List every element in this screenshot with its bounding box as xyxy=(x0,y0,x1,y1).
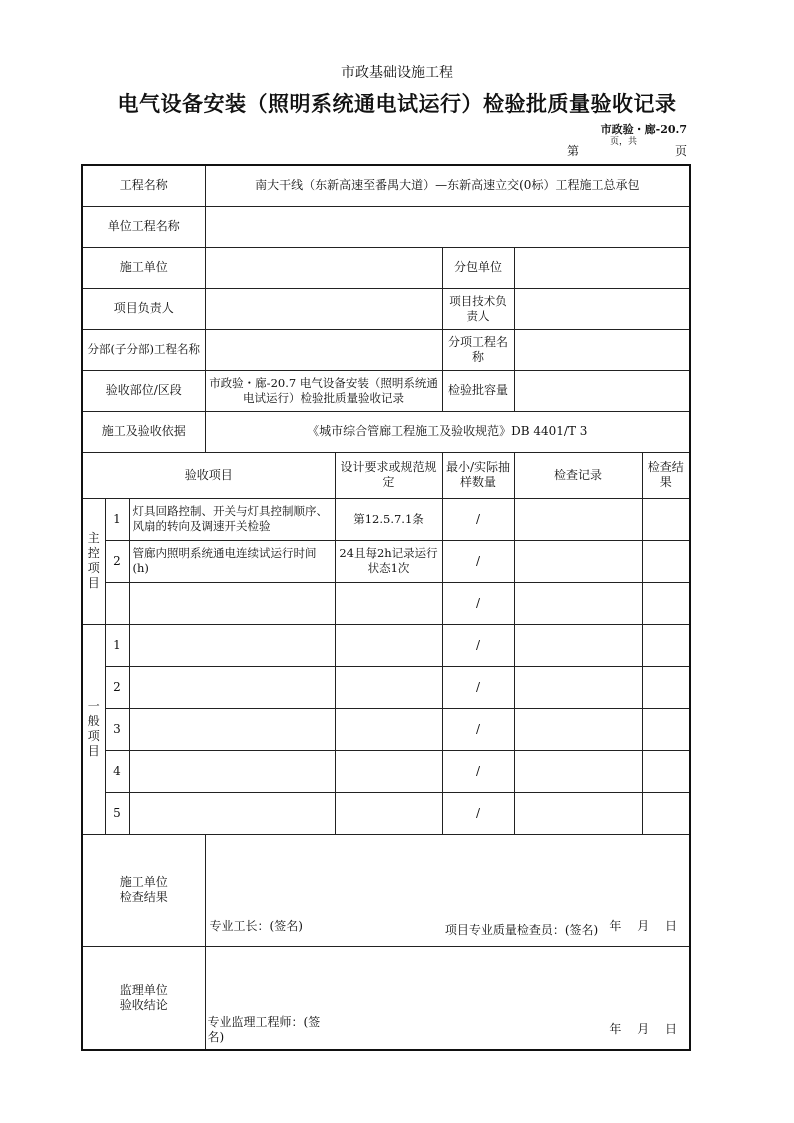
basis-label: 施工及验收依据 xyxy=(82,411,205,452)
header-design: 设计要求或规范规定 xyxy=(335,452,442,498)
general-item-record[interactable] xyxy=(514,750,642,792)
project-name-value[interactable]: 南大干线（东新高速至番禺大道）—东新高速立交(0标）工程施工总承包 xyxy=(205,165,690,206)
supervisor-engineer-signature[interactable]: 专业监理工程师：(签名) xyxy=(207,1015,321,1044)
unit-project-label: 单位工程名称 xyxy=(82,206,205,247)
general-item-design[interactable] xyxy=(335,708,442,750)
main-item-record[interactable] xyxy=(514,498,642,540)
general-item-record[interactable] xyxy=(514,792,642,834)
page-number-prefix: 第 xyxy=(567,144,580,158)
main-item-result[interactable] xyxy=(642,540,690,582)
general-item-desc[interactable] xyxy=(129,666,335,708)
general-item-no: 2 xyxy=(105,666,129,708)
tech-manager-value[interactable] xyxy=(514,288,690,329)
general-item-row xyxy=(82,792,690,834)
general-item-design[interactable] xyxy=(335,750,442,792)
row-basis xyxy=(82,411,690,452)
header-sample: 最小/实际抽样数量 xyxy=(442,452,514,498)
main-item-sample[interactable]: / xyxy=(442,498,514,540)
basis-value[interactable]: 《城市综合管廊工程施工及验收规范》DB 4401/T 3 xyxy=(205,411,690,452)
general-item-result[interactable] xyxy=(642,750,690,792)
sub-item-value[interactable] xyxy=(514,329,690,370)
main-item-record[interactable] xyxy=(514,582,642,624)
general-item-result[interactable] xyxy=(642,666,690,708)
row-contractor xyxy=(82,247,690,288)
header-record: 检查记录 xyxy=(514,452,642,498)
main-item-result[interactable] xyxy=(642,582,690,624)
general-item-design[interactable] xyxy=(335,666,442,708)
row-project-name xyxy=(82,165,690,206)
sub-division-label: 分部(子分部)工程名称 xyxy=(82,329,205,370)
unit-project-value[interactable] xyxy=(205,206,690,247)
general-item-sample[interactable]: / xyxy=(442,708,514,750)
project-name-label: 工程名称 xyxy=(82,165,205,206)
general-item-design[interactable] xyxy=(335,624,442,666)
row-supervisor-signoff xyxy=(82,946,690,1050)
form-code: 市政验・廊-20.7 xyxy=(600,123,687,136)
row-manager xyxy=(82,288,690,329)
page-number-suffix: 页 xyxy=(675,144,688,158)
general-item-record[interactable] xyxy=(514,666,642,708)
row-unit-project xyxy=(82,206,690,247)
main-item-no: 1 xyxy=(105,498,129,540)
main-item-design: 24且每2h记录运行状态1次 xyxy=(335,540,442,582)
general-item-no: 3 xyxy=(105,708,129,750)
contractor-check-label: 施工单位 检查结果 xyxy=(82,834,205,946)
qc-inspector-signature[interactable]: 项目专业质量检查员：(签名) xyxy=(444,922,599,937)
general-item-result[interactable] xyxy=(642,708,690,750)
main-item-desc: 管廊内照明系统通电连续试运行时间(h) xyxy=(129,540,335,582)
main-item-sample[interactable]: / xyxy=(442,582,514,624)
general-item-row xyxy=(82,750,690,792)
main-item-row xyxy=(82,540,690,582)
general-item-sample[interactable]: / xyxy=(442,666,514,708)
main-item-sample[interactable]: / xyxy=(442,540,514,582)
page-number-middle: 页，共 xyxy=(610,137,638,147)
location-value[interactable]: 市政验・廊-20.7 电气设备安装（照明系统通电试运行）检验批质量验收记录 xyxy=(205,370,442,411)
main-item-no: 2 xyxy=(105,540,129,582)
main-item-design: 第12.5.7.1条 xyxy=(335,498,442,540)
general-item-row xyxy=(82,666,690,708)
capacity-value[interactable] xyxy=(514,370,690,411)
contractor-check-area[interactable] xyxy=(205,834,690,946)
manager-label: 项目负责人 xyxy=(82,288,205,329)
contractor-label: 施工单位 xyxy=(82,247,205,288)
row-sub-division xyxy=(82,329,690,370)
general-item-sample[interactable]: / xyxy=(442,624,514,666)
foreman-signature[interactable]: 专业工长：(签名) xyxy=(209,918,303,933)
row-location xyxy=(82,370,690,411)
contractor-date[interactable]: 年 月 日 xyxy=(609,918,678,933)
general-item-record[interactable] xyxy=(514,708,642,750)
main-item-desc: 灯具回路控制、开关与灯具控制顺序、风扇的转向及调速开关检验 xyxy=(129,498,335,540)
capacity-label: 检验批容量 xyxy=(442,370,514,411)
tech-manager-label: 项目技术负责人 xyxy=(442,288,514,329)
sub-division-value[interactable] xyxy=(205,329,442,370)
sub-item-label: 分项工程名称 xyxy=(442,329,514,370)
general-item-record[interactable] xyxy=(514,624,642,666)
general-item-row xyxy=(82,624,690,666)
header-result: 检查结果 xyxy=(642,452,690,498)
main-control-label: 主 控 项 目 xyxy=(82,498,105,624)
supervisor-conclusion-label: 监理单位 验收结论 xyxy=(82,946,205,1050)
main-item-record[interactable] xyxy=(514,540,642,582)
row-inspection-header xyxy=(82,452,690,498)
general-item-row xyxy=(82,708,690,750)
general-item-desc[interactable] xyxy=(129,792,335,834)
general-item-no: 4 xyxy=(105,750,129,792)
general-item-label: 一 般 项 目 xyxy=(82,624,105,834)
subcontractor-label: 分包单位 xyxy=(442,247,514,288)
doc-title: 电气设备安装（照明系统通电试运行）检验批质量验收记录 xyxy=(117,92,677,116)
general-item-design[interactable] xyxy=(335,792,442,834)
main-item-no xyxy=(105,582,129,624)
main-item-desc xyxy=(129,582,335,624)
general-item-no: 5 xyxy=(105,792,129,834)
general-item-sample[interactable]: / xyxy=(442,750,514,792)
main-item-row xyxy=(82,498,690,540)
header-item: 验收项目 xyxy=(82,452,335,498)
subcontractor-value[interactable] xyxy=(514,247,690,288)
main-item-result[interactable] xyxy=(642,498,690,540)
supervisor-conclusion-area[interactable] xyxy=(205,946,690,1050)
contractor-value[interactable] xyxy=(205,247,442,288)
general-item-result[interactable] xyxy=(642,792,690,834)
general-item-desc[interactable] xyxy=(129,624,335,666)
supervisor-date[interactable]: 年 月 日 xyxy=(609,1022,678,1036)
location-label: 验收部位/区段 xyxy=(82,370,205,411)
main-item-row xyxy=(82,582,690,624)
doc-subtitle: 市政基础设施工程 xyxy=(341,65,453,81)
general-item-desc[interactable] xyxy=(129,750,335,792)
general-item-desc[interactable] xyxy=(129,708,335,750)
general-item-result[interactable] xyxy=(642,624,690,666)
main-item-design xyxy=(335,582,442,624)
row-contractor-signoff xyxy=(82,834,690,946)
general-item-no: 1 xyxy=(105,624,129,666)
inspection-form xyxy=(81,164,691,1051)
general-item-sample[interactable]: / xyxy=(442,792,514,834)
manager-value[interactable] xyxy=(205,288,442,329)
